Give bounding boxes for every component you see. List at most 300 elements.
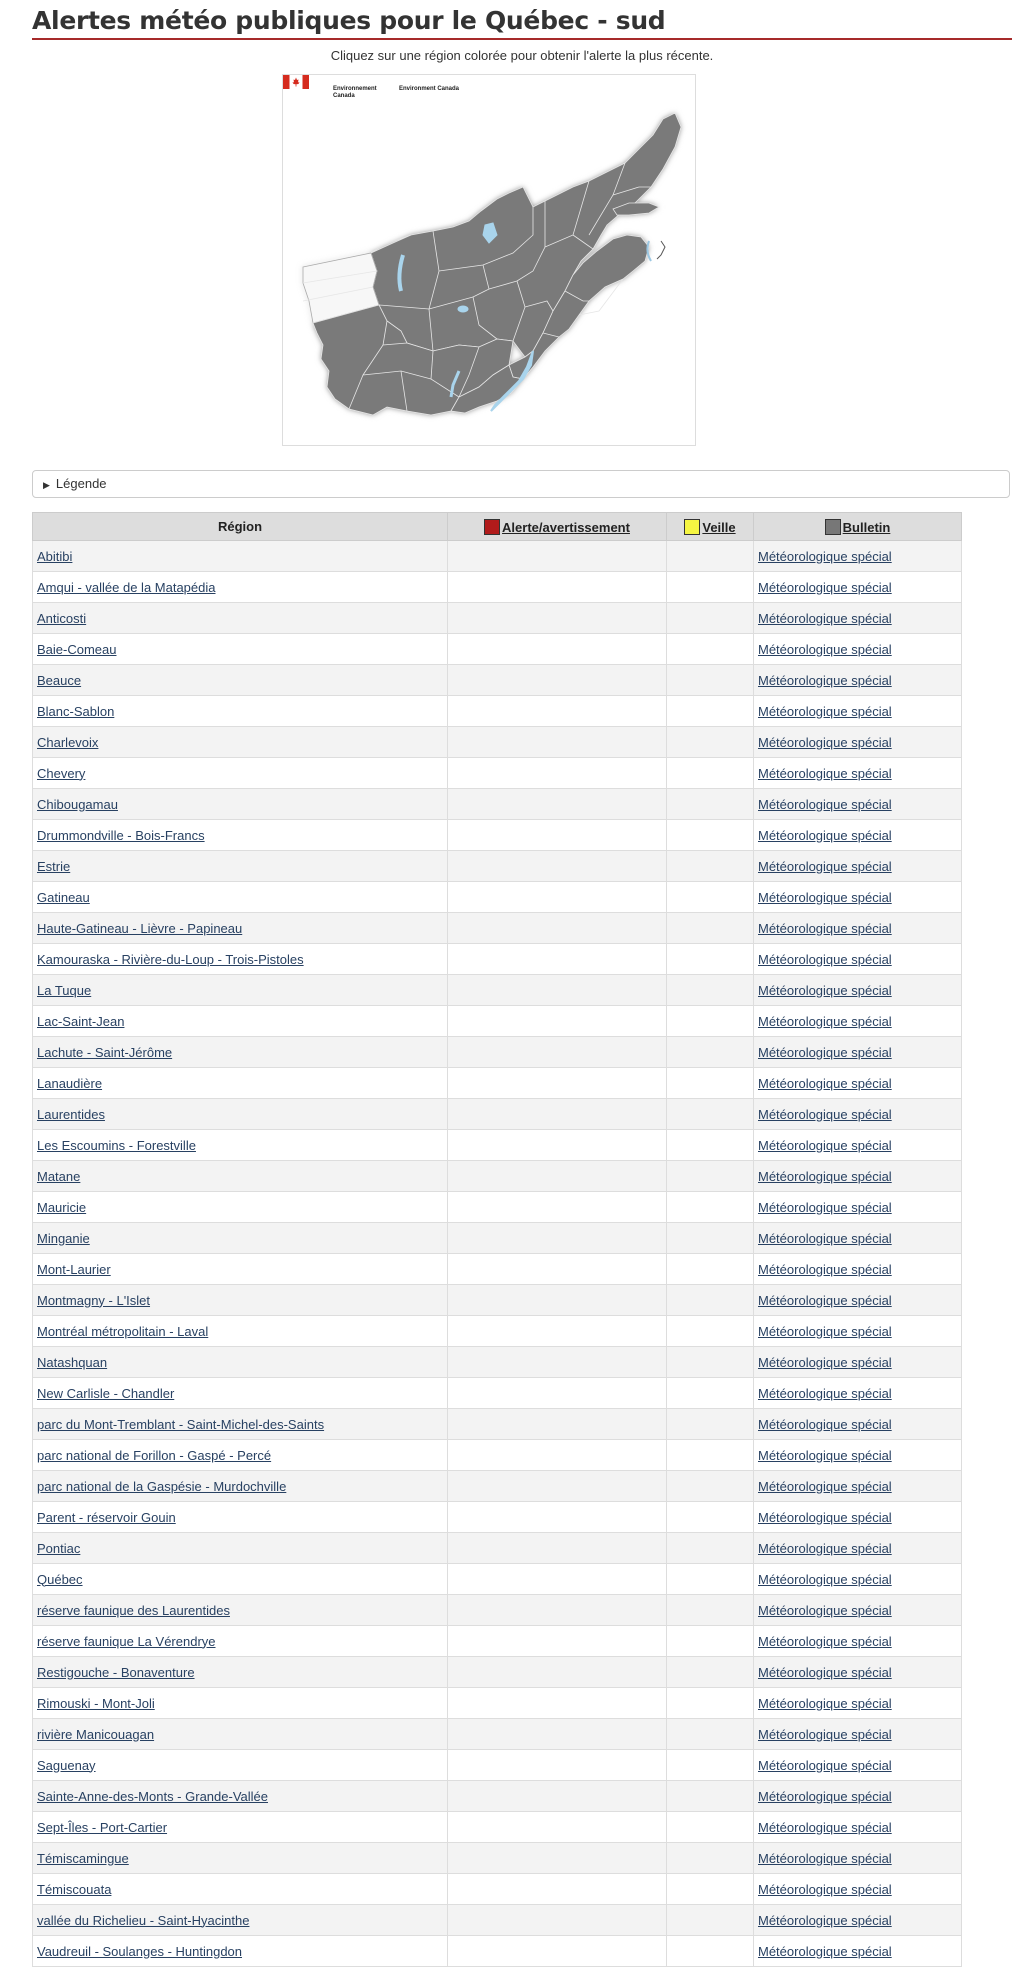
alerts-table [32,512,962,1967]
bulletin-link[interactable]: Météorologique spécial [758,1726,892,1742]
region-link[interactable]: Sainte-Anne-des-Monts - Grande-Vallée [37,1788,268,1804]
region-link[interactable]: parc national de la Gaspésie - Murdochville [37,1478,287,1494]
bulletin-link[interactable]: Météorologique spécial [758,1633,892,1649]
table-row [33,1626,962,1657]
bulletin-link[interactable]: Météorologique spécial [758,1199,892,1215]
region-link[interactable]: Drummondville - Bois-Francs [37,827,205,843]
alert-cell [448,1130,667,1161]
region-cell [33,634,448,665]
alert-cell [448,1223,667,1254]
table-row [33,1130,962,1161]
watch-cell [667,944,754,975]
region-link[interactable]: Vaudreuil - Soulanges - Huntingdon [37,1943,243,1959]
bulletin-link[interactable]: Météorologique spécial [758,982,892,998]
watch-cell [667,1378,754,1409]
region-link[interactable]: Témiscouata [37,1881,112,1897]
watch-cell [667,665,754,696]
bulletin-cell [754,1161,962,1192]
alert-cell [448,696,667,727]
watch-cell [667,1936,754,1967]
header-alert [448,513,667,541]
table-row [33,572,962,603]
region-link[interactable]: Amqui - vallée de la Matapédia [37,579,216,595]
bulletin-cell [754,913,962,944]
bulletin-link[interactable]: Météorologique spécial [758,1788,892,1804]
bulletin-link[interactable]: Météorologique spécial [758,672,892,688]
region-link[interactable]: vallée du Richelieu - Saint-Hyacinthe [37,1912,250,1928]
table-row [33,1471,962,1502]
bulletin-link[interactable]: Météorologique spécial [758,1230,892,1246]
region-link[interactable]: parc du Mont-Tremblant - Saint-Michel-des-Saints [37,1416,325,1432]
watch-cell [667,696,754,727]
bulletin-link[interactable]: Météorologique spécial [758,1044,892,1060]
watch-cell [667,1192,754,1223]
table-row [33,1843,962,1874]
region-link[interactable]: New Carlisle - Chandler [37,1385,175,1401]
bulletin-cell [754,789,962,820]
region-mainland [371,113,681,357]
legend-label: Légende [55,476,107,491]
bulletin-cell [754,1099,962,1130]
region-link[interactable]: Baie-Comeau [37,641,117,657]
region-link[interactable]: réserve faunique La Vérendrye [37,1633,216,1649]
bulletin-cell [754,1502,962,1533]
table-body [33,541,962,1967]
bulletin-link[interactable]: Météorologique spécial [758,858,892,874]
alert-cell [448,1781,667,1812]
watch-cell [667,1874,754,1905]
watch-cell [667,1750,754,1781]
alert-cell [448,1285,667,1316]
logo-text-en: Environment Canada [399,86,460,92]
watch-cell [667,572,754,603]
bulletin-cell [754,1130,962,1161]
region-cell [33,1626,448,1657]
bulletin-link[interactable]: Météorologique spécial [758,1664,892,1680]
page [32,0,1012,63]
region-cell [33,572,448,603]
watch-cell [667,1347,754,1378]
alert-cell [448,1037,667,1068]
region-cell [33,1347,448,1378]
alert-cell [448,1254,667,1285]
region-link[interactable]: parc national de Forillon - Gaspé - Percé [37,1447,272,1463]
bulletin-link[interactable]: Météorologique spécial [758,1416,892,1432]
alert-cell [448,1316,667,1347]
alert-swatch-icon [484,519,500,535]
header-region: Région [33,513,448,541]
bulletin-link[interactable]: Météorologique spécial [758,1013,892,1029]
bulletin-link[interactable]: Météorologique spécial [758,548,892,564]
region-cell [33,913,448,944]
bulletin-cell [754,634,962,665]
bulletin-cell [754,975,962,1006]
table-row [33,634,962,665]
table-row [33,1161,962,1192]
bulletin-link[interactable]: Météorologique spécial [758,1292,892,1308]
logo-text-fr: Environnement Canada [333,86,377,99]
watch-cell [667,1626,754,1657]
table-row [33,1595,962,1626]
table-row [33,913,962,944]
bulletin-link[interactable]: Météorologique spécial [758,1695,892,1711]
region-cell [33,758,448,789]
region-cell [33,1285,448,1316]
table-row [33,1874,962,1905]
table-row [33,603,962,634]
region-link[interactable]: Sept-Îles - Port-Cartier [37,1819,168,1835]
alert-cell [448,1533,667,1564]
header-bulletin-link[interactable]: Bulletin [842,519,891,535]
region-cell [33,1037,448,1068]
map-instructions: Cliquez sur une région colorée pour obtenir l'alerte la plus récente. [330,48,714,63]
region-link[interactable]: Mont-Laurier [37,1261,111,1277]
watch-cell [667,1099,754,1130]
bulletin-link[interactable]: Météorologique spécial [758,610,892,626]
bulletin-link[interactable]: Météorologique spécial [758,920,892,936]
bulletin-cell [754,1626,962,1657]
alert-cell [448,1409,667,1440]
table-row [33,1068,962,1099]
bulletin-cell [754,758,962,789]
watch-cell [667,913,754,944]
alert-cell [448,882,667,913]
region-cell [33,1192,448,1223]
table-row [33,1254,962,1285]
watch-cell [667,1068,754,1099]
region-cell [33,1750,448,1781]
region-cell [33,1657,448,1688]
bulletin-link[interactable]: Météorologique spécial [758,1509,892,1525]
region-cell [33,1936,448,1967]
region-link[interactable]: Minganie [37,1230,90,1246]
watch-cell [667,975,754,1006]
bulletin-link[interactable]: Météorologique spécial [758,734,892,750]
region-cell [33,789,448,820]
region-cell [33,1409,448,1440]
bulletin-cell [754,541,962,572]
watch-cell [667,1285,754,1316]
alert-cell [448,1843,667,1874]
region-link[interactable]: Estrie [37,858,71,874]
region-link[interactable]: Haute-Gatineau - Lièvre - Papineau [37,920,243,936]
bulletin-link[interactable]: Météorologique spécial [758,951,892,967]
watch-cell [667,1533,754,1564]
bulletin-link[interactable]: Météorologique spécial [758,1168,892,1184]
bulletin-link[interactable]: Météorologique spécial [758,1075,892,1091]
watch-swatch-icon [684,519,700,535]
watch-cell [667,1781,754,1812]
alert-cell [448,1502,667,1533]
region-link[interactable]: Restigouche - Bonaventure [37,1664,195,1680]
region-link[interactable]: Natashquan [37,1354,108,1370]
bulletin-cell [754,1874,962,1905]
table-row [33,1440,962,1471]
region-link[interactable]: Lachute - Saint-Jérôme [37,1044,173,1060]
bulletin-link[interactable]: Météorologique spécial [758,1540,892,1556]
table-row [33,541,962,572]
bulletin-link[interactable]: Météorologique spécial [758,1602,892,1618]
region-link[interactable]: Montmagny - L'Islet [37,1292,151,1308]
bulletin-cell [754,1223,962,1254]
quebec-south-map[interactable] [283,75,697,447]
table-row [33,882,962,913]
region-cell [33,1719,448,1750]
watch-cell [667,1905,754,1936]
region-cell [33,1006,448,1037]
watch-cell [667,1440,754,1471]
region-cell [33,1130,448,1161]
bulletin-link[interactable]: Météorologique spécial [758,1385,892,1401]
watch-cell [667,1316,754,1347]
table-row [33,820,962,851]
alert-cell [448,665,667,696]
alert-cell [448,913,667,944]
watch-cell [667,1688,754,1719]
watch-cell [667,634,754,665]
table-row [33,1378,962,1409]
alert-cell [448,1161,667,1192]
region-link[interactable]: Chibougamau [37,796,118,812]
header-watch [667,513,754,541]
watch-cell [667,1502,754,1533]
bulletin-cell [754,1936,962,1967]
region-link[interactable]: Pontiac [37,1540,81,1556]
bulletin-cell [754,1347,962,1378]
table-row [33,727,962,758]
region-link[interactable]: Montréal métropolitain - Laval [37,1323,209,1339]
watch-cell [667,758,754,789]
alert-cell [448,1099,667,1130]
region-link[interactable]: Matane [37,1168,81,1184]
bulletin-link[interactable]: Météorologique spécial [758,1137,892,1153]
watch-cell [667,1254,754,1285]
bulletin-swatch-icon [825,519,841,535]
table-row [33,1564,962,1595]
table-row [33,696,962,727]
table-row [33,758,962,789]
bulletin-cell [754,851,962,882]
alert-cell [448,851,667,882]
bulletin-link[interactable]: Météorologique spécial [758,1323,892,1339]
region-link[interactable]: La Tuque [37,982,92,998]
bulletin-link[interactable]: Météorologique spécial [758,1850,892,1866]
legend-toggle[interactable] [32,470,1010,498]
region-cell [33,665,448,696]
region-link[interactable]: Les Escoumins - Forestville [37,1137,196,1153]
bulletin-cell [754,944,962,975]
alert-cell [448,1626,667,1657]
table-row [33,1316,962,1347]
alert-cell [448,1812,667,1843]
region-link[interactable]: Kamouraska - Rivière-du-Loup - Trois-Pistoles [37,951,304,967]
region-cell [33,851,448,882]
bulletin-link[interactable]: Météorologique spécial [758,1881,892,1897]
bulletin-cell [754,1037,962,1068]
watch-cell [667,727,754,758]
region-cell [33,1812,448,1843]
region-cell [33,1595,448,1626]
alert-cell [448,572,667,603]
bulletin-cell [754,1378,962,1409]
region-cell [33,944,448,975]
table-row [33,1223,962,1254]
region-link[interactable]: Charlevoix [37,734,99,750]
region-link[interactable]: Blanc-Sablon [37,703,115,719]
alert-cell [448,1347,667,1378]
alert-map[interactable] [282,74,696,446]
watch-cell [667,1006,754,1037]
region-link[interactable]: Rimouski - Mont-Joli [37,1695,155,1711]
region-link[interactable]: Anticosti [37,610,87,626]
region-cell [33,1254,448,1285]
region-link[interactable]: Lac-Saint-Jean [37,1013,125,1029]
alert-cell [448,1378,667,1409]
bulletin-cell [754,1068,962,1099]
region-cell [33,696,448,727]
watch-cell [667,541,754,572]
table-row [33,789,962,820]
table-row [33,1037,962,1068]
bulletin-link[interactable]: Météorologique spécial [758,1912,892,1928]
watch-cell [667,1471,754,1502]
region-link[interactable]: Chevery [37,765,86,781]
bulletin-link[interactable]: Météorologique spécial [758,579,892,595]
bulletin-link[interactable]: Météorologique spécial [758,889,892,905]
region-cell [33,882,448,913]
table-row [33,1781,962,1812]
alert-cell [448,727,667,758]
region-cell [33,975,448,1006]
watch-cell [667,1657,754,1688]
bulletin-link[interactable]: Météorologique spécial [758,1261,892,1277]
watch-cell [667,882,754,913]
bulletin-cell [754,1688,962,1719]
region-cell [33,1068,448,1099]
table-row [33,1533,962,1564]
region-cell [33,1471,448,1502]
watch-cell [667,1719,754,1750]
table-row [33,1502,962,1533]
region-cell [33,1161,448,1192]
watch-cell [667,1037,754,1068]
region-link[interactable]: Beauce [37,672,82,688]
region-cell [33,1099,448,1130]
bulletin-link[interactable]: Météorologique spécial [758,827,892,843]
watch-cell [667,1223,754,1254]
bulletin-cell [754,1254,962,1285]
bulletin-cell [754,1533,962,1564]
bulletin-cell [754,1595,962,1626]
table-row [33,1006,962,1037]
bulletin-link[interactable]: Météorologique spécial [758,641,892,657]
header-watch-link[interactable]: Veille [702,519,736,535]
region-cell [33,1781,448,1812]
watch-cell [667,789,754,820]
bulletin-link[interactable]: Météorologique spécial [758,1757,892,1773]
region-link[interactable]: rivière Manicouagan [37,1726,155,1742]
alert-cell [448,1471,667,1502]
bulletin-cell [754,1750,962,1781]
watch-cell [667,1409,754,1440]
alert-cell [448,758,667,789]
bulletin-cell [754,727,962,758]
bulletin-cell [754,1781,962,1812]
bulletin-cell [754,1006,962,1037]
table-row [33,1099,962,1130]
bulletin-link[interactable]: Météorologique spécial [758,1478,892,1494]
bulletin-cell [754,820,962,851]
page-title: Alertes météo publiques pour le Québec - sud [32,6,1012,40]
watch-cell [667,1564,754,1595]
region-link[interactable]: Témiscamingue [37,1850,129,1866]
bulletin-cell [754,1564,962,1595]
table-row [33,665,962,696]
alert-cell [448,1595,667,1626]
table-row [33,1905,962,1936]
bulletin-link[interactable]: Météorologique spécial [758,1819,892,1835]
region-link[interactable]: Parent - réservoir Gouin [37,1509,176,1525]
region-cell [33,1533,448,1564]
bulletin-link[interactable]: Météorologique spécial [758,765,892,781]
region-cell [33,1688,448,1719]
bulletin-link[interactable]: Météorologique spécial [758,1943,892,1959]
region-link[interactable]: Saguenay [37,1757,96,1773]
alert-cell [448,789,667,820]
watch-cell [667,820,754,851]
table-row [33,1347,962,1378]
bulletin-link[interactable]: Météorologique spécial [758,1354,892,1370]
alert-cell [448,1750,667,1781]
region-cell [33,603,448,634]
region-cell [33,1223,448,1254]
region-link[interactable]: Laurentides [37,1106,105,1122]
table-row [33,1192,962,1223]
alert-cell [448,1657,667,1688]
alert-cell [448,1068,667,1099]
alert-cell [448,944,667,975]
watch-cell [667,1843,754,1874]
table-row [33,1657,962,1688]
table-row [33,944,962,975]
alert-cell [448,1192,667,1223]
region-link[interactable]: Gatineau [37,889,90,905]
region-link[interactable]: réserve faunique des Laurentides [37,1602,230,1618]
table-header-row [33,513,962,541]
table-row [33,1688,962,1719]
alert-cell [448,820,667,851]
alert-cell [448,541,667,572]
table-row [33,1285,962,1316]
region-cell [33,1905,448,1936]
table-row [33,975,962,1006]
bulletin-cell [754,665,962,696]
bulletin-cell [754,1440,962,1471]
region-link[interactable]: Québec [37,1571,83,1587]
region-link[interactable]: Lanaudière [37,1075,103,1091]
region-cell [33,1440,448,1471]
bulletin-link[interactable]: Météorologique spécial [758,703,892,719]
alert-cell [448,1874,667,1905]
region-link[interactable]: Mauricie [37,1199,87,1215]
header-alert-link[interactable]: Alerte/avertissement [502,519,630,535]
bulletin-link[interactable]: Météorologique spécial [758,796,892,812]
bulletin-link[interactable]: Météorologique spécial [758,1106,892,1122]
bulletin-link[interactable]: Météorologique spécial [758,1447,892,1463]
region-link[interactable]: Abitibi [37,548,73,564]
bulletin-link[interactable]: Météorologique spécial [758,1571,892,1587]
alert-cell [448,1905,667,1936]
